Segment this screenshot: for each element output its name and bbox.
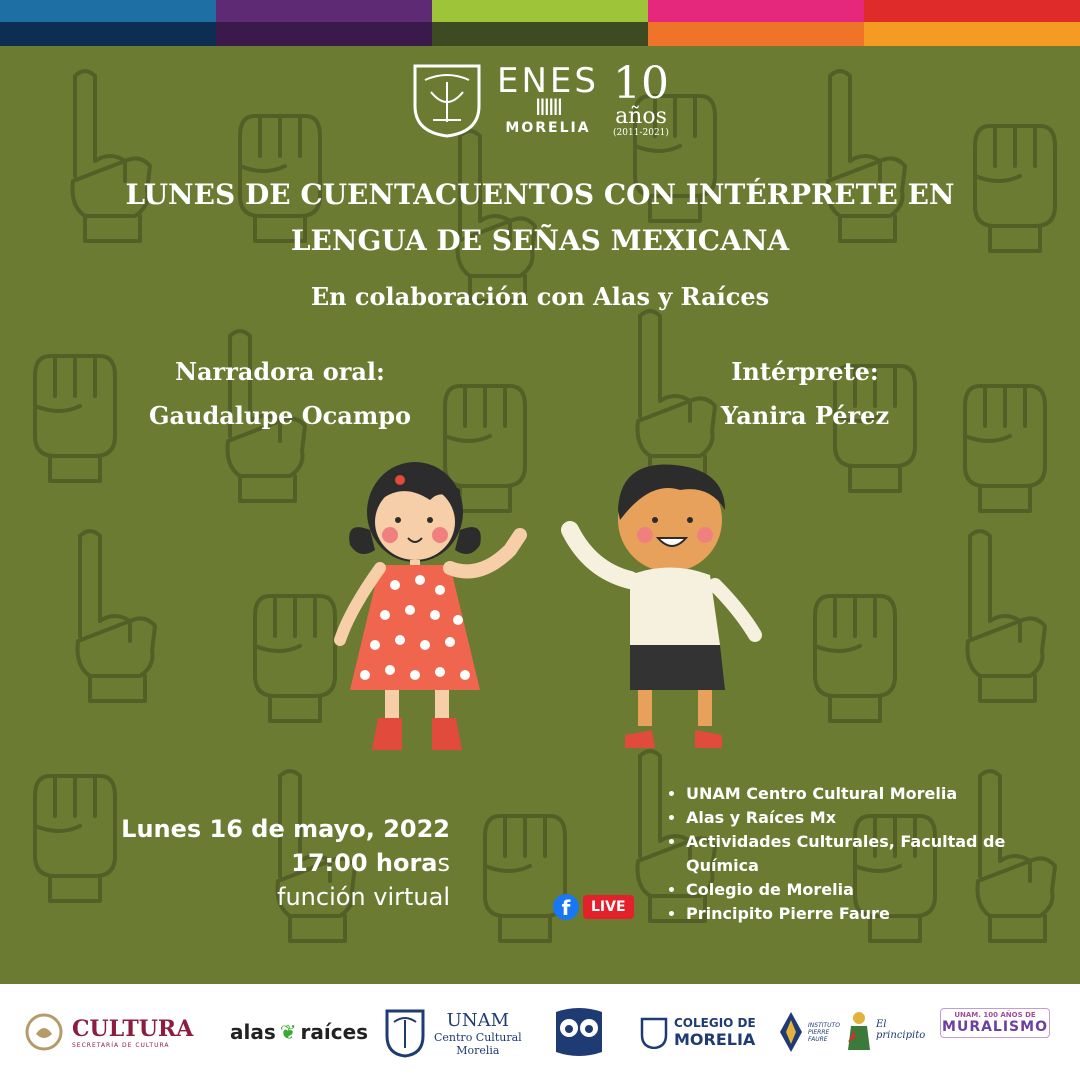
list-item: • Alas y Raíces Mx — [686, 806, 1046, 830]
anniversary-number: 10 — [612, 58, 669, 109]
collaboration-line: En colaboración con Alas y Raíces — [310, 282, 770, 311]
sponsor-footer — [0, 984, 1080, 1080]
colegio-text-1: COLEGIO DE — [674, 1016, 756, 1030]
facebook-icon: f — [553, 894, 579, 920]
raices-text: raíces — [300, 1020, 369, 1044]
anniversary-word: años — [615, 104, 667, 129]
stripe-1 — [0, 0, 216, 46]
anniversary-years: (2011-2021) — [613, 128, 669, 138]
unam-subtext-2: Morelia — [456, 1043, 500, 1057]
children-waving-illustration — [320, 450, 780, 760]
stripe-4 — [648, 0, 864, 46]
girl-illustration — [340, 462, 520, 750]
enes-morelia-logo — [497, 61, 599, 136]
live-label: LIVE — [583, 895, 634, 919]
event-title: LUNES DE CUENTACUENTOS CON INTÉRPRETE EN LENGUA DE SEÑAS MEXICANA — [125, 178, 955, 257]
interpreter-block — [650, 350, 960, 438]
unam-crest-icon — [384, 1008, 426, 1058]
narrator-name: Gaudalupe Ocampo — [148, 401, 412, 430]
enes-city: MORELIA — [505, 120, 591, 136]
instituto-pierre-faure-logo — [778, 1010, 842, 1054]
top-color-bar — [0, 0, 1080, 46]
list-item: • Colegio de Morelia — [686, 878, 1046, 902]
cultura-logo — [24, 1012, 193, 1052]
list-item: • UNAM Centro Cultural Morelia — [686, 782, 1046, 806]
stripe-3 — [432, 0, 648, 46]
cultura-subtext: SECRETARÍA DE CULTURA — [72, 1041, 170, 1049]
list-item: • Actividades Culturales, Facultad de Química — [686, 830, 1046, 878]
pierre-faure-crest-icon — [778, 1010, 804, 1054]
boy-illustration — [570, 465, 755, 748]
owl-logo-icon — [552, 1008, 606, 1058]
ten-years-logo — [612, 58, 669, 138]
event-time: 17:00 hora — [291, 849, 438, 877]
colegio-text-2: MORELIA — [674, 1030, 756, 1049]
list-item: • Principito Pierre Faure — [686, 902, 1046, 926]
organizers-list — [666, 782, 1046, 926]
event-time-suffix: s — [437, 849, 450, 877]
enes-word: ENES — [497, 61, 599, 101]
mexico-eagle-icon — [24, 1012, 64, 1052]
little-prince-icon — [846, 1008, 872, 1052]
interpreter-role: Intérprete: — [731, 357, 879, 386]
instituto-text: INSTITUTO PIERRE FAURE — [808, 1021, 840, 1043]
unam-centro-cultural-logo — [384, 1008, 522, 1058]
colegio-de-morelia-logo — [640, 1016, 756, 1049]
unam-text: UNAM — [446, 1009, 510, 1031]
facebook-live-badge[interactable] — [553, 894, 634, 920]
muralismo-logo — [940, 1008, 1050, 1038]
principito-text: El principito — [876, 1019, 926, 1041]
header-logos — [0, 58, 1080, 138]
colegio-crest-icon — [640, 1017, 668, 1049]
event-mode: función virtual — [277, 883, 450, 911]
stripe-2 — [216, 0, 432, 46]
muralismo-top-text: UNAM. 100 AÑOS DE — [954, 1011, 1036, 1019]
narrator-role: Narradora oral: — [175, 357, 385, 386]
alas-leaf-icon: ❦ — [279, 1020, 297, 1044]
muralismo-text: MURALISMO — [942, 1019, 1048, 1035]
alas-y-raices-logo — [230, 1020, 368, 1044]
narrator-block — [110, 350, 450, 438]
el-principito-logo — [846, 1008, 926, 1052]
cultura-text: CULTURA — [72, 1015, 194, 1042]
enes-columns-icon: ⅢⅢ — [534, 96, 562, 121]
alas-text: alas — [230, 1020, 276, 1044]
unam-subtext-1: Centro Cultural — [434, 1030, 522, 1044]
event-date: Lunes 16 de mayo, 2022 — [121, 815, 450, 843]
event-date-time — [60, 812, 450, 914]
unam-crest-icon — [411, 62, 483, 138]
stripe-5 — [864, 0, 1080, 46]
interpreter-name: Yanira Pérez — [720, 401, 890, 430]
